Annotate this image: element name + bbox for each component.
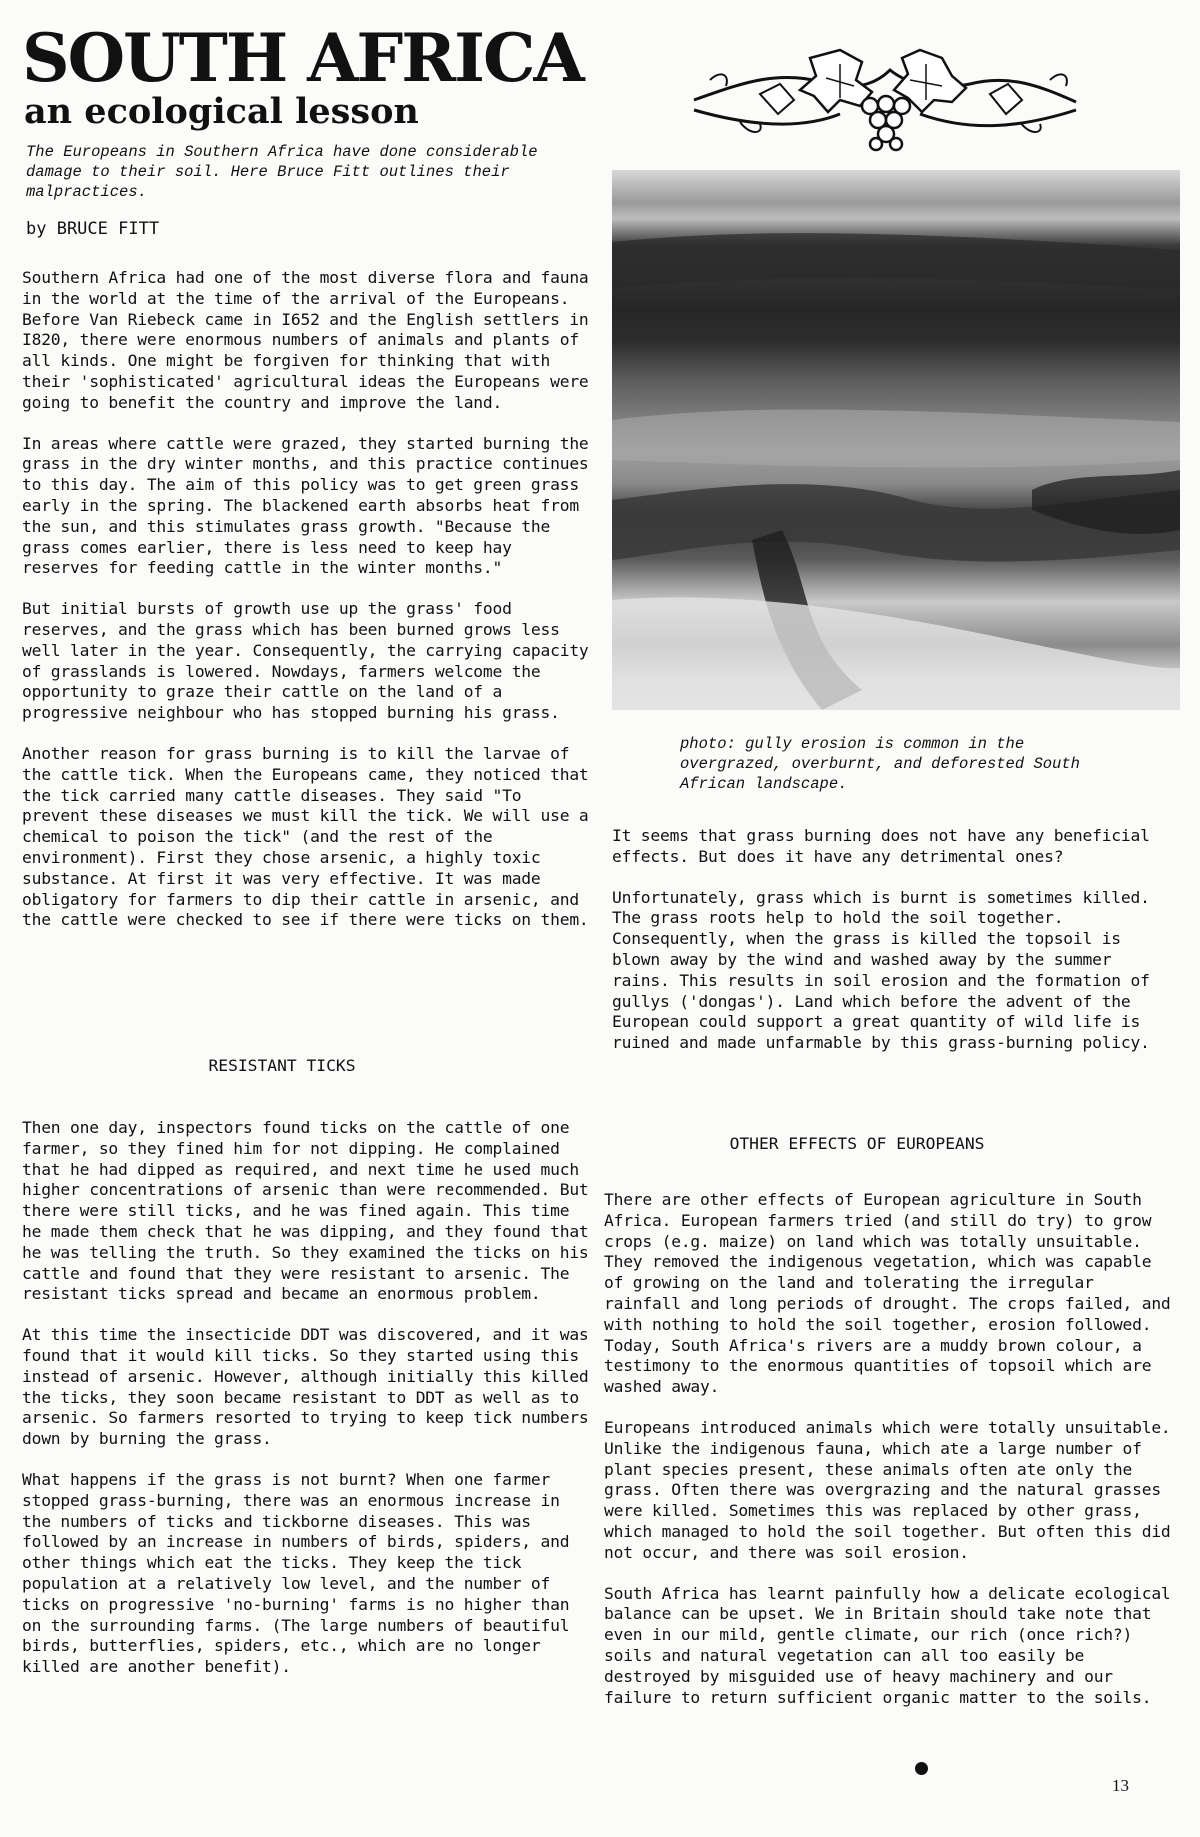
article-title: SOUTH AFRICA xyxy=(22,19,583,97)
grapevine-ornament-icon xyxy=(690,40,1080,158)
article-standfirst: The Europeans in Southern Africa have done considerable damage to their soil. Here Bruce Fitt outlines their malpractices. xyxy=(26,143,538,201)
paragraph: At this time the insecticide DDT was discovered, and it was found that it would kill ticks. So they started using this instead of arsenic. However, although initially this killed the ticks, they soon became resistant to DDT as well as to arsenic. So farmers resorted to trying to keep tick numbers down by burning the grass. xyxy=(22,1325,589,1449)
left-column-top xyxy=(22,268,592,951)
photo-caption: photo: gully erosion is common in the overgrazed, overburnt, and deforested South African landscape. xyxy=(680,735,1080,793)
paragraph: Then one day, inspectors found ticks on the cattle of one farmer, so they fined him for not dipping. He complained that he had dipped as required, and next time he used much higher concentrations of arsenic than were recommended. But there were still ticks, and he was fined again. This time he made them check that he was dipping, and they found that he was telling the truth. So they examined the ticks on his cattle and found that they were resistant to arsenic. The resistant ticks spread and became an enormous problem. xyxy=(22,1118,589,1304)
right-column-top xyxy=(612,826,1172,1074)
paragraph: Southern Africa had one of the most diverse flora and fauna in the world at the time of the arrival of the Europeans. Before Van Riebeck came in I652 and the English settlers in I820, there were enormous numbers of animals and plants of all kinds. One might be forgiven for thinking that with their 'sophisticated' agricultural ideas the Europeans were going to benefit the country and improve the land. xyxy=(22,268,589,412)
right-column-bottom xyxy=(604,1190,1179,1728)
paragraph: Another reason for grass burning is to kill the larvae of the cattle tick. When the Europeans came, they noticed that the tick carried many cattle diseases. They said "To prevent these diseases we must kill the tick. We will use a chemical to poison the tick" (and the rest of the environment). First they chose arsenic, a highly toxic substance. At first it was very effective. It was made obligatory for farmers to dip their cattle in arsenic, and the cattle were checked to see if there were ticks on them. xyxy=(22,743,589,930)
paragraph: What happens if the grass is not burnt? When one farmer stopped grass-burning, there was an enormous increase in the numbers of ticks and tickborne diseases. This was followed by an increase in numbers of birds, spiders, and other things which eat the ticks. They keep the tick population at a relatively low level, and the number of ticks on progressive 'no-burning' farms is no higher than on the surrounding farms. (The large numbers of beautiful birds, butterflies, spiders, etc., which are no longer killed are another benefit). xyxy=(22,1469,570,1677)
paragraph: It seems that grass burning does not have any beneficial effects. But does it have any detrimental ones? xyxy=(612,826,1150,866)
end-of-article-bullet-icon xyxy=(915,1762,928,1775)
paragraph: But initial bursts of growth use up the grass' food reserves, and the grass which has been burned grows less well later in the year. Consequently, the carrying capacity of grasslands is lowered. Nowdays, farmers welcome the opportunity to graze their cattle on the land of a progressive neighbour who has stopped burning his grass. xyxy=(22,599,589,723)
landscape-photo xyxy=(612,170,1180,710)
article-subtitle: an ecological lesson xyxy=(24,91,419,132)
paragraph: Unfortunately, grass which is burnt is sometimes killed. The grass roots help to hold the soil together. Consequently, when the grass is killed the topsoil is blown away by the wind and washed away by the summer rains. This results in soil erosion and the formation of gullys ('dongas'). Land which before the advent of the European could support a great quantity of wild life is ruined and made unfarmable by this grass-burning policy. xyxy=(612,887,1150,1053)
paragraph: South Africa has learnt painfully how a delicate ecological balance can be upset. We in Britain should take note that even in our mild, gentle climate, our rich (once rich?) soils and natural vegetation can all too easily be destroyed by misguided use of heavy machinery and our failure to return sufficient organic matter to the soils. xyxy=(604,1583,1171,1707)
byline: by BRUCE FITT xyxy=(26,219,160,239)
paragraph: Europeans introduced animals which were totally unsuitable. Unlike the indigenous fauna, which ate a large number of plant species present, these animals often ate only the grass. Often there was overgrazing and the natural grasses were killed. Sometimes this was replaced by other grass, which managed to hold the soil together. But often this did not occur, and there was soil erosion. xyxy=(604,1417,1171,1562)
section-heading-other-effects: OTHER EFFECTS OF EUROPEANS xyxy=(729,1134,985,1153)
section-heading-resistant-ticks: RESISTANT TICKS xyxy=(208,1056,356,1075)
paragraph: In areas where cattle were grazed, they started burning the grass in the dry winter months, and this practice continues to this day. The aim of this policy was to get green grass early in the spring. The blackened earth absorbs heat from the sun, and this stimulates grass growth. "Because the grass comes earlier, there is less need to keep hay reserves for feeding cattle in the winter months." xyxy=(22,433,589,578)
page-number: 13 xyxy=(1112,1776,1129,1795)
left-column-bottom xyxy=(22,1118,592,1698)
paragraph: There are other effects of European agriculture in South Africa. European farmers tried (and still do try) to grow crops (e.g. maize) on land which was totally unsuitable. They removed the indigenous vegetation, which was capable of growing on the land and tolerating the irregular rainfall and long periods of drought. The crops failed, and with nothing to hold the soil together, erosion followed. Today, South Africa's rivers are a muddy brown colour, a testimony to the enormous quantities of topsoil which are washed away. xyxy=(604,1190,1171,1397)
